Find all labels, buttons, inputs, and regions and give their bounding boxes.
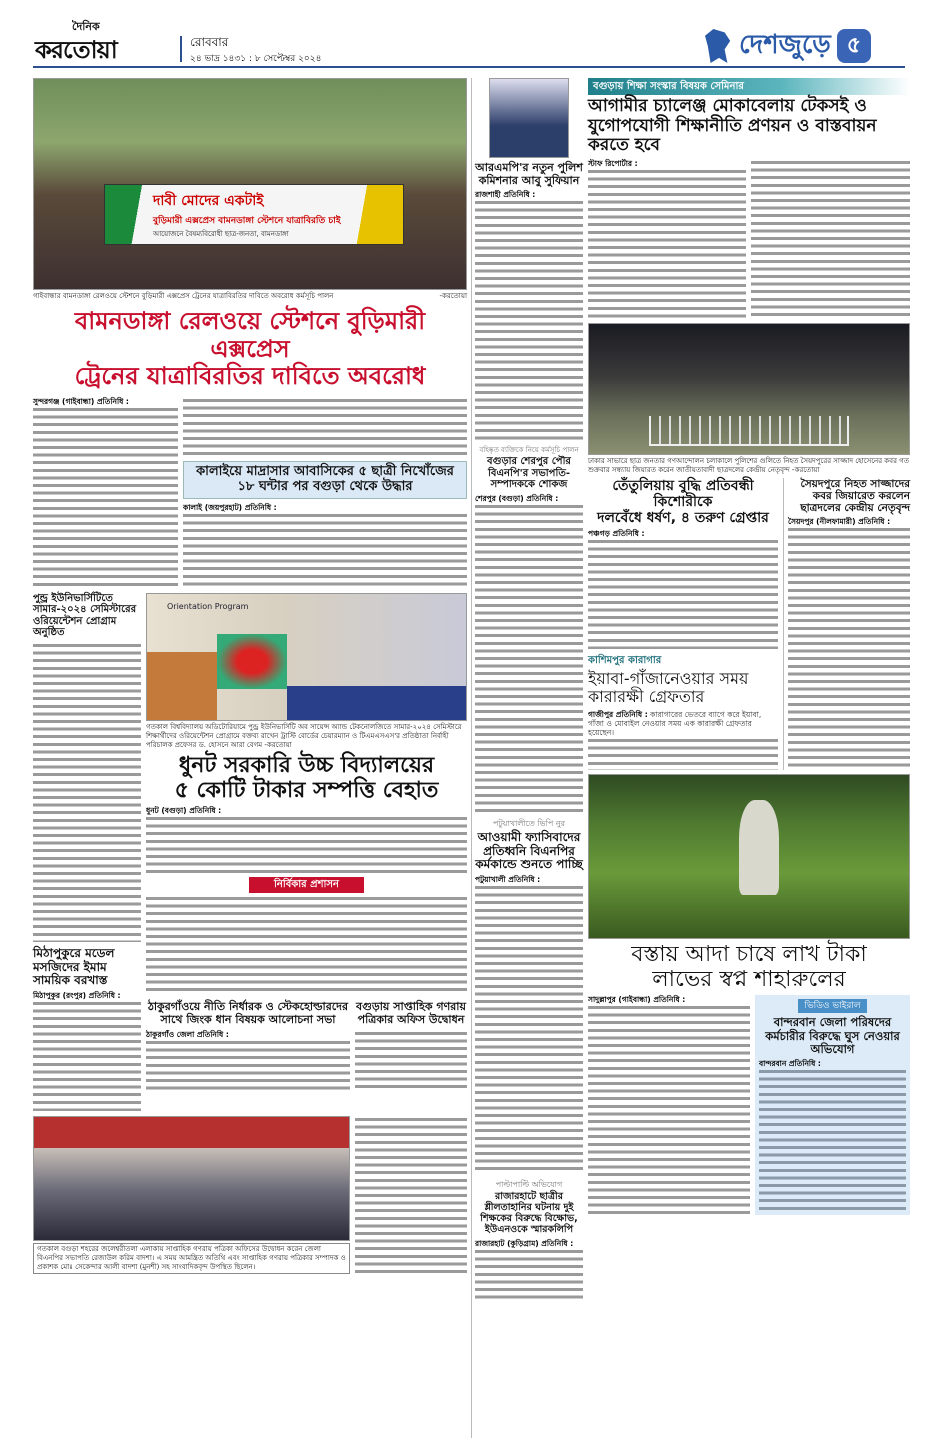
thakurgaon-headline: ঠাকুরগাঁওয়ে নীতি নির্ধারক ও স্টেকহোল্ডারদের সাথে জিংক ধান বিষয়ক আলোচনা সভা xyxy=(147,1000,349,1027)
divider xyxy=(180,36,182,62)
gonoray-col xyxy=(355,1001,467,1089)
gonoray-photo-col xyxy=(33,1116,350,1277)
pundra-body xyxy=(33,642,141,942)
dateline: পঞ্চগড় প্রতিনিধি : xyxy=(588,528,645,538)
rmp-body xyxy=(475,190,583,440)
dateline: রাজারহাট (কুড়িগ্রাম) প্রতিনিধি : xyxy=(475,1238,574,1248)
lead-text: কারাগারের ভেতরে ব্যাগে করে ইয়াবা, গাঁজা ও মোবাইল নেওয়ার সময় এক কারারক্ষী গ্রেফতার হয়েছেন। xyxy=(588,709,762,737)
seminar-headline: আগামীর চ্যালেঞ্জ মোকাবেলায় টেকসই ও যুগোপযোগী শিক্ষানীতি প্রণয়ন ও বাস্তবায়ন করতে হবে xyxy=(588,96,877,156)
lead-photo-caption: গাইবান্ধার বামনডাঙ্গা রেলওয়ে স্টেশনে বুড়িমারী এক্সপ্রেস ট্রেনের যাত্রাবিরতির দাবিতে অবরোধ কর্মসূচি পালন xyxy=(33,292,334,300)
kalai-headline-2: ১৮ ঘন্টার পর বগুড়া থেকে উদ্ধার xyxy=(237,478,413,494)
header-rule xyxy=(33,66,905,68)
ginger-headline-2: লাভের স্বপ্ন শাহারুলের xyxy=(652,967,846,992)
rajarhat-kicker: পাল্টাপাল্টি অভিযোগ xyxy=(495,1180,563,1190)
photo-credit: -করতোয়া xyxy=(791,465,820,474)
gonoray-photo xyxy=(33,1116,350,1241)
lead-headline-2: ট্রেনের যাত্রাবিরতির দাবিতে অবরোধ xyxy=(74,362,426,391)
bandarban-body xyxy=(759,1059,906,1211)
seminar-body-row xyxy=(588,159,910,319)
rajarhat-body xyxy=(475,1239,583,1299)
dateline: কালাই (জয়পুরহাট) প্রতিনিধি : xyxy=(183,502,277,512)
bangladesh-map-icon xyxy=(705,29,733,63)
patuakhali-headline: আওয়ামী ফ্যাসিবাদের প্রতিধ্বনি বিএনপির কর্মকান্ডে শুনতে পাচ্ছি xyxy=(475,829,583,872)
banner-text-3: আয়োজনে বৈষম্যবিরোধী ছাত্র-জনতা, বামনডাঙ্গা xyxy=(153,230,289,238)
sajjad-caption xyxy=(588,457,910,475)
day-label: রোববার xyxy=(190,35,229,49)
gonoray-caption: গতকাল বগুড়া শহরের জলেশ্বরীতলা এলাকায় সাপ্তাহিক গণরায় পত্রিকা অফিসের উদ্বোধন করেন জেলা বিএনপির সভাপতি রেজাউল করিম বাদশা। এ সময় আমন্ত্রিত অতিথি এবং সাপ্তাহিক গণরায় পত্রিকার সম্পাদক ও প্রকাশক মোঃ সেকেন্দার আলী বাদশা (মুনশী) সহ সাংবাদিকবৃন্দ উপস্থিত ছিলেন। xyxy=(33,1243,350,1274)
dateline: মিঠাপুকুর (রংপুর) প্রতিনিধি : xyxy=(33,991,121,1001)
dhunat-headline-1: ধুনট সরকারি উচ্চ বিদ্যালয়ের xyxy=(178,752,435,778)
dateline: গাজীপুর প্রতিনিধি : xyxy=(588,709,648,719)
middle-column xyxy=(475,78,583,1299)
dateline: ধুনট (বগুড়া) প্রতিনিধি : xyxy=(146,806,222,816)
tetulia-col xyxy=(588,478,778,770)
saidpur-body xyxy=(788,517,910,770)
caption-text: গতকাল বিশ্ববিদ্যালয় অডিটোরিয়ামে পুন্ড্র ইউনিভার্সিটি অব সায়েন্স অ্যান্ড টেকনোলজিতে সামার-২০২৪ সেমিস্টারে শিক্ষার্থীদের ওরিয়েন্টেশন প্রোগ্রামে বক্তব্য রাখেন ট্রাস্টি বোর্ডের চেয়ারম্যান ও টিএমএসএস'র প্রতিষ্ঠাতা নির্বাহী পরিচালক প্রফেসর ড. হোসনে আরা বেগম xyxy=(146,722,462,749)
patuakhali-kicker: পটুয়াখালীতে ভিপি নুর xyxy=(492,818,566,828)
seminar-kicker: বগুড়ায় শিক্ষা সংস্কার বিষয়ক সেমিনার xyxy=(588,78,910,95)
lead-body xyxy=(33,397,178,587)
dhunat-inset-label: নির্বিকার প্রশাসন xyxy=(249,877,364,893)
gonoray-body xyxy=(355,1030,467,1090)
lead-body-row xyxy=(33,397,467,587)
saidpur-col xyxy=(783,478,910,770)
kashimpur-body xyxy=(588,710,778,770)
tetulia-headline-2: দলবেঁধে ধর্ষণ, ৪ তরুণ গ্রেপ্তার xyxy=(597,509,769,526)
dateline: সৈয়দপুর (নীলফামারী) প্রতিনিধি : xyxy=(788,516,891,526)
lead-caption-row xyxy=(33,292,467,301)
dateline: সাদুল্লাপুর (গাইবান্ধা) প্রতিনিধি : xyxy=(588,995,686,1005)
mithapukur-headline: মিঠাপুকুরে মডেল মসজিদের ইমাম সাময়িক বরখাস্ত xyxy=(33,945,115,988)
kalai-box xyxy=(183,461,467,499)
pundra-caption xyxy=(146,723,467,750)
kalai-body xyxy=(183,503,467,587)
newspaper-logo: করতোয়া xyxy=(35,36,117,64)
lead-right-col xyxy=(183,397,467,587)
kashimpur-headline-1: ইয়াবা-গাঁজানেওয়ার সময় xyxy=(588,668,749,688)
dateline: স্টাফ রিপোর্টার : xyxy=(588,158,638,168)
thakurgaon-body xyxy=(146,1030,350,1090)
photo-credit: -করতোয়া xyxy=(264,740,292,749)
bandarban-headline: বান্দরবান জেলা পরিষদের কর্মচারীর বিরুদ্ধে ঘুস নেওয়ার অভিযোগ xyxy=(765,1015,900,1056)
dateline: পটুয়াখালী প্রতিনিধি : xyxy=(475,875,541,885)
rajarhat-headline: রাজারহাটে ছাত্রীর শ্লীলতাহানির ঘটনায় দুই শিক্ষকের বিরুদ্ধে বিক্ষোভ, ইউএনওকে স্মারকলিপি xyxy=(480,1191,578,1235)
gonoray-photo-row xyxy=(33,1116,467,1277)
dateline: রাজশাহী প্রতিনিধি : xyxy=(475,190,536,200)
thakurgaon-gonoray-row xyxy=(146,1001,467,1089)
photo-banner: Orientation Program xyxy=(167,601,249,611)
left-narrow-col xyxy=(33,593,141,1111)
bandarban-kicker: ভিডিও ভাইরাল xyxy=(798,999,866,1013)
ginger-body xyxy=(588,995,750,1215)
sajjad-grave-photo xyxy=(588,323,910,455)
pundra-headline: পুন্ড্র ইউনিভার্সিটিতে সামার-২০২৪ সেমিস্টারের ওরিয়েন্টেশন প্রোগ্রাম অনুষ্ঠিত xyxy=(33,592,137,639)
tetulia-body xyxy=(588,529,778,649)
column-rule xyxy=(471,78,472,1438)
page-number: ৫ xyxy=(837,29,871,63)
left-wide-col xyxy=(146,593,467,1111)
sherpur-kicker: বহিষ্কৃত ব্যক্তিকে নিয়ে কর্মসূচি পালন xyxy=(479,446,579,455)
section-logo xyxy=(705,24,871,68)
lead-headline-1: বামনডাঙ্গা রেলওয়ে স্টেশনে বুড়িমারী এক্সপ্রেস xyxy=(74,307,426,363)
kashimpur-kicker: কাশিমপুর কারাগার xyxy=(588,654,662,666)
left-area xyxy=(33,78,467,1277)
farmer-figure xyxy=(739,800,779,895)
dateline: বান্দরবান প্রতিনিধি : xyxy=(759,1058,821,1068)
gonoray-body-cont xyxy=(355,1116,467,1277)
kalai-headline-1: কালাইয়ে মাদ্রাসার আবাসিকের ৫ ছাত্রী নিখোঁজের xyxy=(196,463,454,479)
saidpur-headline: সৈয়দপুরে নিহত সাজ্জাদের কবর জিয়ারেত করলেন ছাত্রদলের কেন্দ্রীয় নেতৃবৃন্দ xyxy=(800,477,910,514)
rmp-portrait xyxy=(489,78,569,158)
date-label: ২৪ ভাদ্র ১৪৩১ : ৮ সেপ্টেম্বর ২০২৪ xyxy=(190,54,322,64)
right-column xyxy=(588,78,910,1215)
sherpur-body xyxy=(475,494,583,814)
seminar-body xyxy=(588,159,746,319)
bandarban-box xyxy=(755,995,910,1215)
ginger-bandarban-row xyxy=(588,995,910,1215)
lead-headline xyxy=(33,308,467,391)
gonoray-headline: বগুড়ায় সাপ্তাহিক গণরায় পত্রিকার অফিস উদ্বোধন xyxy=(356,1000,466,1027)
dhunat-headline xyxy=(146,753,467,804)
ginger-headline xyxy=(588,942,910,993)
kashimpur-headline-2: কারারক্ষী গ্রেফতার xyxy=(588,687,705,707)
rmp-headline: আরএমপি'র নতুন পুলিশ কমিশনার আবু সুফিয়ান xyxy=(475,161,583,187)
pundra-photo xyxy=(146,593,467,721)
lead-body-cont xyxy=(183,397,467,457)
sherpur-headline: বগুড়ার শেরপুর পৌর বিএনপি'র সভাপতি-সম্পাদককে শোকজ xyxy=(487,456,571,491)
grave-fence xyxy=(649,416,849,446)
patuakhali-body xyxy=(475,875,583,1175)
thakurgaon-col xyxy=(146,1001,350,1089)
protest-banner xyxy=(104,184,404,245)
seminar-body-cont xyxy=(751,159,910,319)
section-title: দেশজুড়ে xyxy=(739,30,831,60)
dateline: ঠাকুরগাঁও জেলা প্রতিনিধি : xyxy=(146,1029,229,1039)
caption-text: ঢাকার সাভারে ছাত্র জনতার গণআন্দোলন চলাকালে পুলিশের গুলিতে নিহত সৈয়দপুরের সাজ্জাদ হোসেনের কবর গত শুক্রবার সন্ধ্যায় জিয়ারত করেন জাতীয়তাবাদী ছাত্রদলের কেন্দ্রীয় নেতৃবৃন্দ xyxy=(588,456,909,474)
tetulia-saidpur-row xyxy=(588,478,910,770)
dateline: শেরপুর (বগুড়া) প্রতিনিধি : xyxy=(475,493,559,503)
tetulia-headline-1: তেঁতুলিয়ায় বুদ্ধি প্রতিবন্ধী কিশোরীকে xyxy=(612,477,754,510)
left-lower-row xyxy=(33,593,467,1111)
dhunat-headline-2: ৫ কোটি টাকার সম্পত্তি বেহাত xyxy=(174,778,439,804)
photo-credit: -করতোয়া xyxy=(439,292,467,300)
dhunat-body xyxy=(146,806,467,996)
ginger-headline-1: বস্তায় আদা চাষে লাখ টাকা xyxy=(631,941,867,967)
mithapukur-body xyxy=(33,991,141,1111)
dateline: সুন্দরগঞ্জ (গাইবান্ধা) প্রতিনিধি : xyxy=(33,396,129,406)
logo-small: দৈনিক xyxy=(72,20,100,33)
lead-photo xyxy=(33,78,467,290)
banner-text-2: বুড়িমারী এক্সপ্রেস বামনডাঙ্গা স্টেশনে যাত্রাবিরতি চাই xyxy=(153,216,341,226)
tetulia-headline xyxy=(588,478,778,526)
kashimpur-headline xyxy=(588,670,778,707)
ginger-farm-photo xyxy=(588,774,910,939)
banner-text: দাবী মোদের একটাই xyxy=(153,193,264,209)
